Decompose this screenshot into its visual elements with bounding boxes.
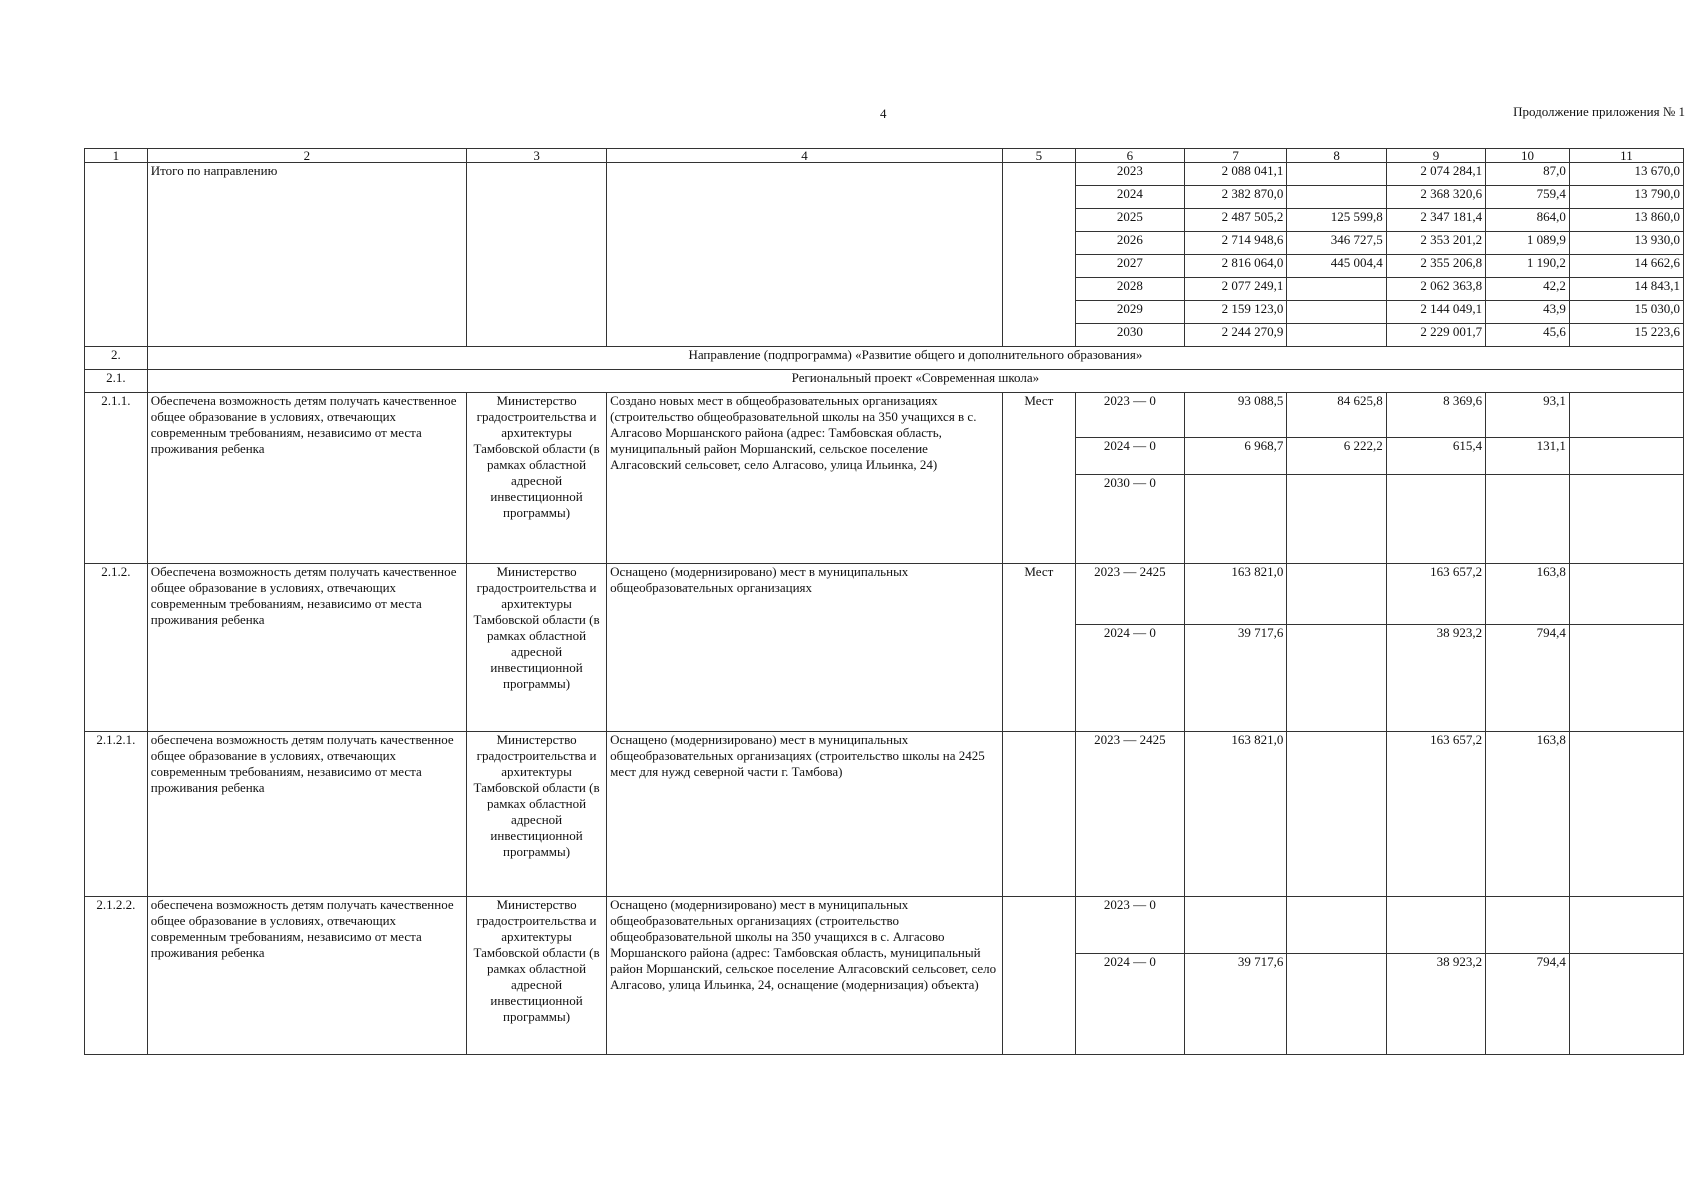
value-cell: 794,4 xyxy=(1486,625,1570,732)
value-cell: 125 599,8 xyxy=(1287,209,1386,232)
value-cell: 93 088,5 xyxy=(1184,393,1287,438)
col-header: 4 xyxy=(607,149,1003,163)
col-header: 1 xyxy=(85,149,148,163)
value-cell xyxy=(1287,163,1386,186)
value-cell: 38 923,2 xyxy=(1386,625,1485,732)
value-cell: 2 159 123,0 xyxy=(1184,301,1287,324)
value-cell: 15 030,0 xyxy=(1569,301,1683,324)
section-row xyxy=(85,370,1684,393)
value-cell: 2 144 049,1 xyxy=(1386,301,1485,324)
value-cell: 6 222,2 xyxy=(1287,438,1386,475)
value-cell xyxy=(1287,897,1386,954)
item-number: 2.1.1. xyxy=(85,393,148,564)
value-cell xyxy=(1569,625,1683,732)
item-executor: Министерство градостроительства и архитектуры Тамбовской области (в рамках областной адресной инвестиционной программы) xyxy=(466,393,606,564)
value-cell xyxy=(1287,278,1386,301)
value-cell: 93,1 xyxy=(1486,393,1570,438)
year-cell: 2024 xyxy=(1075,186,1184,209)
year-cell: 2023 — 0 xyxy=(1075,897,1184,954)
col-header: 2 xyxy=(147,149,466,163)
year-cell: 2030 — 0 xyxy=(1075,475,1184,564)
value-cell xyxy=(1386,475,1485,564)
value-cell: 45,6 xyxy=(1486,324,1570,347)
year-cell: 2029 xyxy=(1075,301,1184,324)
value-cell xyxy=(1184,897,1287,954)
value-cell: 87,0 xyxy=(1486,163,1570,186)
section-title: Направление (подпрограмма) «Развитие общего и дополнительного образования» xyxy=(147,347,1683,370)
item-goal: Обеспечена возможность детям получать качественное общее образование в условиях, отвечающих современным требованиям, независимо от места проживания ребенка xyxy=(147,393,466,564)
value-cell: 794,4 xyxy=(1486,954,1570,1055)
value-cell xyxy=(1569,475,1683,564)
value-cell xyxy=(1287,732,1386,897)
col-header: 6 xyxy=(1075,149,1184,163)
item-executor: Министерство градостроительства и архитектуры Тамбовской области (в рамках областной адресной инвестиционной программы) xyxy=(466,897,606,1055)
col-header: 10 xyxy=(1486,149,1570,163)
value-cell xyxy=(1287,186,1386,209)
year-cell: 2030 xyxy=(1075,324,1184,347)
cell-empty xyxy=(607,163,1003,347)
value-cell: 38 923,2 xyxy=(1386,954,1485,1055)
value-cell: 2 229 001,7 xyxy=(1386,324,1485,347)
value-cell: 2 088 041,1 xyxy=(1184,163,1287,186)
item-indicator: Создано новых мест в общеобразовательных организациях (строительство общеобразовательной школы на 350 учащихся в с. Алгасово Моршанского района (адрес: Тамбовская область, муниципальный район Моршанский, сельское поселение Алгасовский сельсовет, село Алгасово, улица Ильинка, 24) xyxy=(607,393,1003,564)
section-number: 2.1. xyxy=(85,370,148,393)
item-executor: Министерство градостроительства и архитектуры Тамбовской области (в рамках областной адресной инвестиционной программы) xyxy=(466,564,606,732)
value-cell: 13 930,0 xyxy=(1569,232,1683,255)
item-indicator: Оснащено (модернизировано) мест в муниципальных общеобразовательных организациях (строительство общеобразовательной школы на 350 учащихся в с. Алгасово Моршанского района (адрес: Тамбовская область, муниципальный район Моршанский, сельское поселение Алгасовский сельсовет, село Алгасово, улица Ильинка, 24, оснащение (модернизация) объекта) xyxy=(607,897,1003,1055)
year-cell: 2028 xyxy=(1075,278,1184,301)
value-cell: 445 004,4 xyxy=(1287,255,1386,278)
table-row xyxy=(85,163,1684,186)
value-cell: 2 816 064,0 xyxy=(1184,255,1287,278)
value-cell xyxy=(1569,393,1683,438)
year-cell: 2023 — 2425 xyxy=(1075,732,1184,897)
value-cell: 8 369,6 xyxy=(1386,393,1485,438)
value-cell: 2 347 181,4 xyxy=(1386,209,1485,232)
value-cell: 13 860,0 xyxy=(1569,209,1683,232)
item-number: 2.1.2. xyxy=(85,564,148,732)
value-cell: 84 625,8 xyxy=(1287,393,1386,438)
item-unit xyxy=(1002,732,1075,897)
total-label: Итого по направлению xyxy=(147,163,466,347)
item-unit xyxy=(1002,897,1075,1055)
value-cell: 2 062 363,8 xyxy=(1386,278,1485,301)
value-cell xyxy=(1569,732,1683,897)
value-cell xyxy=(1287,475,1386,564)
section-title: Региональный проект «Современная школа» xyxy=(147,370,1683,393)
page-number: 4 xyxy=(880,106,887,121)
column-number-row xyxy=(85,149,1684,163)
value-cell: 2 368 320,6 xyxy=(1386,186,1485,209)
table-row xyxy=(85,564,1684,625)
continuation-note: Продолжение приложения № 1 xyxy=(1513,104,1685,119)
value-cell: 615,4 xyxy=(1386,438,1485,475)
value-cell xyxy=(1486,475,1570,564)
year-cell: 2027 xyxy=(1075,255,1184,278)
value-cell xyxy=(1287,954,1386,1055)
value-cell xyxy=(1569,897,1683,954)
item-unit: Мест xyxy=(1002,393,1075,564)
value-cell: 43,9 xyxy=(1486,301,1570,324)
item-goal: обеспечена возможность детям получать качественное общее образование в условиях, отвечающих современным требованиям, независимо от места проживания ребенка xyxy=(147,732,466,897)
value-cell: 2 382 870,0 xyxy=(1184,186,1287,209)
table-row xyxy=(85,732,1684,897)
table-row xyxy=(85,393,1684,438)
year-cell: 2026 xyxy=(1075,232,1184,255)
year-cell: 2023 xyxy=(1075,163,1184,186)
item-unit: Мест xyxy=(1002,564,1075,732)
value-cell: 13 790,0 xyxy=(1569,186,1683,209)
value-cell: 759,4 xyxy=(1486,186,1570,209)
value-cell xyxy=(1386,897,1485,954)
item-executor: Министерство градостроительства и архитектуры Тамбовской области (в рамках областной адресной инвестиционной программы) xyxy=(466,732,606,897)
year-cell: 2025 xyxy=(1075,209,1184,232)
value-cell: 2 074 284,1 xyxy=(1386,163,1485,186)
value-cell: 2 077 249,1 xyxy=(1184,278,1287,301)
value-cell: 2 244 270,9 xyxy=(1184,324,1287,347)
value-cell: 864,0 xyxy=(1486,209,1570,232)
value-cell xyxy=(1287,324,1386,347)
value-cell: 1 190,2 xyxy=(1486,255,1570,278)
item-goal: Обеспечена возможность детям получать качественное общее образование в условиях, отвечающих современным требованиям, независимо от места проживания ребенка xyxy=(147,564,466,732)
col-header: 8 xyxy=(1287,149,1386,163)
value-cell: 14 843,1 xyxy=(1569,278,1683,301)
col-header: 9 xyxy=(1386,149,1485,163)
col-header: 7 xyxy=(1184,149,1287,163)
cell-empty xyxy=(1002,163,1075,347)
year-cell: 2023 — 2425 xyxy=(1075,564,1184,625)
program-table xyxy=(84,148,1684,1055)
value-cell: 2 487 505,2 xyxy=(1184,209,1287,232)
value-cell xyxy=(1287,564,1386,625)
value-cell: 39 717,6 xyxy=(1184,954,1287,1055)
value-cell: 163,8 xyxy=(1486,564,1570,625)
item-number: 2.1.2.2. xyxy=(85,897,148,1055)
col-header: 5 xyxy=(1002,149,1075,163)
value-cell: 163,8 xyxy=(1486,732,1570,897)
value-cell: 2 355 206,8 xyxy=(1386,255,1485,278)
value-cell xyxy=(1287,301,1386,324)
value-cell: 1 089,9 xyxy=(1486,232,1570,255)
year-cell: 2024 — 0 xyxy=(1075,438,1184,475)
section-number: 2. xyxy=(85,347,148,370)
value-cell: 2 714 948,6 xyxy=(1184,232,1287,255)
cell-empty xyxy=(85,163,148,347)
section-row xyxy=(85,347,1684,370)
value-cell xyxy=(1569,954,1683,1055)
value-cell: 13 670,0 xyxy=(1569,163,1683,186)
value-cell: 6 968,7 xyxy=(1184,438,1287,475)
value-cell: 163 821,0 xyxy=(1184,732,1287,897)
col-header: 11 xyxy=(1569,149,1683,163)
value-cell xyxy=(1184,475,1287,564)
value-cell: 42,2 xyxy=(1486,278,1570,301)
year-cell: 2024 — 0 xyxy=(1075,954,1184,1055)
value-cell xyxy=(1486,897,1570,954)
value-cell: 14 662,6 xyxy=(1569,255,1683,278)
item-indicator: Оснащено (модернизировано) мест в муниципальных общеобразовательных организациях xyxy=(607,564,1003,732)
value-cell xyxy=(1569,564,1683,625)
year-cell: 2023 — 0 xyxy=(1075,393,1184,438)
col-header: 3 xyxy=(466,149,606,163)
value-cell: 163 657,2 xyxy=(1386,732,1485,897)
value-cell: 39 717,6 xyxy=(1184,625,1287,732)
cell-empty xyxy=(466,163,606,347)
item-number: 2.1.2.1. xyxy=(85,732,148,897)
year-cell: 2024 — 0 xyxy=(1075,625,1184,732)
item-indicator: Оснащено (модернизировано) мест в муниципальных общеобразовательных организациях (строительство школы на 2425 мест для нужд северной части г. Тамбова) xyxy=(607,732,1003,897)
value-cell: 2 353 201,2 xyxy=(1386,232,1485,255)
item-goal: обеспечена возможность детям получать качественное общее образование в условиях, отвечающих современным требованиям, независимо от места проживания ребенка xyxy=(147,897,466,1055)
value-cell: 131,1 xyxy=(1486,438,1570,475)
value-cell: 15 223,6 xyxy=(1569,324,1683,347)
value-cell: 163 821,0 xyxy=(1184,564,1287,625)
table-row xyxy=(85,897,1684,954)
value-cell: 346 727,5 xyxy=(1287,232,1386,255)
value-cell xyxy=(1569,438,1683,475)
value-cell: 163 657,2 xyxy=(1386,564,1485,625)
value-cell xyxy=(1287,625,1386,732)
